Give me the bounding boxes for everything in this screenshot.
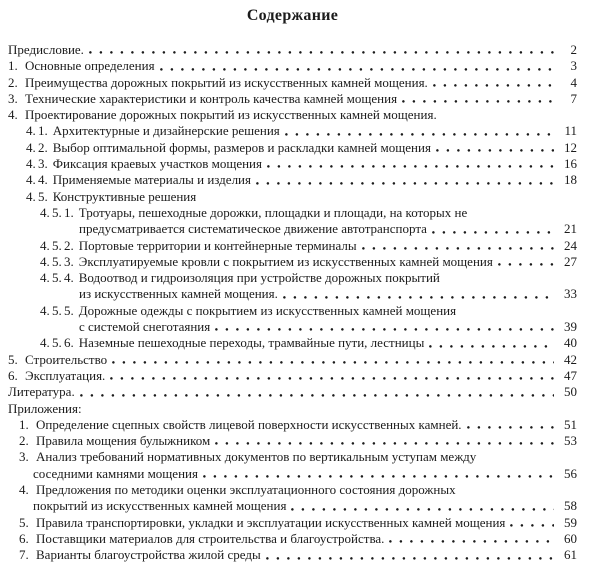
toc-item-number: 4. 5. [26,188,48,204]
toc-item-text: Варианты благоустройства жилой среды [36,547,261,563]
toc-spacer [201,189,573,205]
toc-item-text: Поставщики материалов для строительства и благоустройства. [36,530,385,546]
toc-row [8,172,577,188]
toc-row [8,238,577,254]
toc-row [8,482,577,498]
toc-page-number: 51 [564,416,577,432]
toc-item-number: 4. [19,482,29,498]
toc-row [8,221,577,237]
toc-page-number: 56 [564,465,577,481]
toc-row [8,319,577,335]
toc-leader-dots [429,335,554,351]
toc-item-text: Технические характеристики и контроль качества камней мощения [25,90,398,106]
toc-item-number: 4. 5. 5. [40,302,74,318]
toc-item-text: Эксплуатируемые кровли с покрытием из искусственных камней мощения [78,253,493,269]
toc-item-text: из искусственных камней мощения. [79,286,278,302]
toc-item-number: 4. 5. 1. [40,204,74,220]
toc-leader-dots [498,254,554,270]
toc-item-number: 1. [19,416,29,432]
toc-leader-dots [285,123,554,139]
toc-row [8,303,577,319]
toc-item-text: Преимущества дорожных покрытий из искусственных камней мощения. [25,74,428,90]
toc-item-text: Литература. [8,384,75,400]
toc-spacer [87,401,573,417]
table-of-contents [8,42,577,563]
toc-item-number: 4. 1. [26,123,48,139]
toc-item-text: Дорожные одежды с покрытием из искусственных камней мощения [78,302,457,318]
toc-item-text: Конструктивные решения [52,188,197,204]
toc-leader-dots [389,531,554,547]
toc-item-number: 7. [19,547,29,563]
toc-row [8,335,577,351]
toc-row [8,498,577,514]
toc-leader-dots [402,91,554,107]
toc-row [8,433,577,449]
toc-spacer [481,449,573,465]
toc-page-number: 58 [564,498,577,514]
toc-item-number: 5. [8,351,18,367]
toc-page-number: 24 [564,237,577,253]
toc-spacer [461,303,573,319]
toc-item-number: 2. [19,433,29,449]
toc-item-text: Предложения по методики оценки эксплуатационного состояния дорожных [36,482,456,498]
toc-item-number: 2. [8,74,18,90]
toc-page-number: 3 [570,58,577,74]
toc-page-number: 18 [564,172,577,188]
toc-item-number: 6. [8,367,18,383]
toc-page-number: 4 [570,74,577,90]
toc-row [8,270,577,286]
toc-page-number: 7 [570,90,577,106]
toc-spacer [445,270,573,286]
toc-leader-dots [362,238,554,254]
toc-row [8,254,577,270]
toc-row [8,42,577,58]
toc-item-text: Тротуары, пешеходные дорожки, площадки и площади, на которых не [78,204,468,220]
toc-item-number: 4. [8,107,18,123]
toc-item-text: Предисловие. [8,42,84,57]
toc-item-number: 4. 5. 6. [40,335,74,351]
toc-leader-dots [89,42,554,58]
toc-item-text: Проектирование дорожных покрытий из искусственных камней мощения. [25,107,437,123]
toc-item-text: Архитектурные и дизайнерские решения [52,123,280,139]
toc-leader-dots [110,368,554,384]
toc-page-number: 2 [570,42,577,57]
page-title: Содержание [246,7,339,24]
toc-page-number: 21 [564,221,577,237]
toc-page-number: 60 [564,530,577,546]
toc-row [8,368,577,384]
toc-row [8,466,577,482]
toc-item-text: Выбор оптимальной формы, размеров и раскладки камней мощения [52,139,431,155]
toc-item-text: соседними камнями мощения [33,465,198,481]
toc-item-text: предусматривается систематическое движение автотранспорта [79,221,427,237]
toc-row [8,140,577,156]
toc-item-number: 4. 5. 4. [40,270,74,286]
toc-item-number: 5. [19,514,29,530]
toc-spacer [461,482,573,498]
toc-item-number: 3. [8,90,18,106]
toc-page-number: 12 [564,139,577,155]
toc-leader-dots [256,172,554,188]
toc-row [8,107,577,123]
toc-row [8,417,577,433]
toc-spacer [472,205,573,221]
toc-leader-dots [510,515,554,531]
toc-item-number: 6. [19,530,29,546]
toc-page-number: 40 [564,335,577,351]
toc-page-number: 27 [564,253,577,269]
toc-leader-dots [215,319,554,335]
toc-page-number: 16 [564,156,577,172]
toc-page-number: 53 [564,433,577,449]
toc-leader-dots [267,156,554,172]
toc-item-text: Наземные пешеходные переходы, трамвайные пути, лестницы [78,335,425,351]
toc-leader-dots [203,466,554,482]
toc-row [8,156,577,172]
toc-item-text: Эксплуатация. [25,367,106,383]
toc-leader-dots [112,352,554,368]
toc-item-number: 4. 5. 3. [40,253,74,269]
toc-leader-dots [467,417,554,433]
toc-row [8,123,577,139]
toc-leader-dots [80,384,554,400]
toc-page-number: 61 [564,547,577,563]
toc-page-number: 33 [564,286,577,302]
toc-item-text: Водоотвод и гидроизоляция при устройстве дорожных покрытий [78,270,440,286]
toc-item-number: 4. 4. [26,172,48,188]
toc-row [8,449,577,465]
toc-page-number: 50 [564,384,577,400]
toc-item-text: Фиксация краевых участков мощения [52,156,262,172]
toc-spacer [442,107,573,123]
toc-row [8,352,577,368]
toc-item-number: 1. [8,58,18,74]
toc-leader-dots [283,286,554,302]
toc-row [8,384,577,400]
toc-item-text: Приложения: [8,400,82,416]
toc-item-number: 4. 3. [26,156,48,172]
toc-leader-dots [215,433,554,449]
toc-item-number: 4. 2. [26,139,48,155]
toc-row [8,401,577,417]
toc-item-text: Определение сцепных свойств лицевой поверхности искусственных камней. [36,416,462,432]
toc-item-text: Анализ требований нормативных документов по вертикальным уступам между [36,449,477,465]
toc-page-number: 59 [564,514,577,530]
toc-leader-dots [432,221,554,237]
toc-item-text: Правила мощения булыжником [36,433,211,449]
toc-row [8,531,577,547]
toc-row [8,189,577,205]
toc-item-text: Правила транспортировки, укладки и эксплуатации искусственных камней мощения [36,514,506,530]
toc-row [8,58,577,74]
toc-page-number: 39 [564,319,577,335]
toc-row [8,205,577,221]
toc-item-text: Применяемые материалы и изделия [52,172,251,188]
toc-row [8,547,577,563]
toc-leader-dots [436,140,554,156]
toc-leader-dots [433,75,554,91]
toc-item-number: 3. [19,449,29,465]
toc-page-number: 42 [564,351,577,367]
toc-item-text: Портовые территории и контейнерные терминалы [78,237,357,253]
toc-item-number: 4. 5. 2. [40,237,74,253]
toc-item-text: Строительство [25,351,108,367]
toc-leader-dots [291,498,554,514]
toc-page-number: 47 [564,367,577,383]
toc-item-text: с системой снеготаяния [79,319,211,335]
toc-page-number: 11 [564,123,577,139]
toc-item-text: Основные определения [25,58,155,74]
toc-row [8,515,577,531]
toc-leader-dots [160,58,554,74]
toc-leader-dots [266,547,554,563]
toc-row [8,286,577,302]
toc-row [8,91,577,107]
toc-item-text: покрытий из искусственных камней мощения [33,498,287,514]
toc-row [8,75,577,91]
